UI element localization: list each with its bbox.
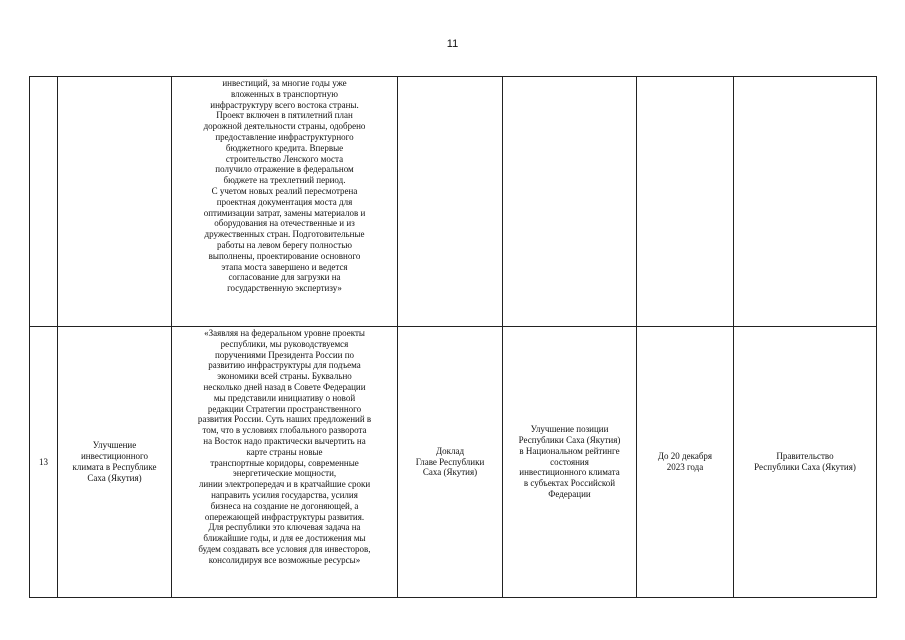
description-line: дорожной деятельности страны, одобрено <box>203 121 366 132</box>
cell-responsible <box>734 327 877 598</box>
description-line: согласование для загрузки на <box>228 272 341 283</box>
description-line: С учетом новых реалий пересмотрена <box>211 185 358 196</box>
cell-description <box>172 77 398 327</box>
responsible-line: Республики Саха (Якутия) <box>754 462 856 472</box>
description-line: бюджете на трехлетний период. <box>223 175 346 186</box>
description-line: получило отражение в федеральном <box>215 164 354 175</box>
description-line: дружественных стран. Подготовительные <box>204 229 365 240</box>
cell-report <box>398 327 503 598</box>
description-line: будем создавать все условия для инвесторов, <box>198 543 371 554</box>
description-line: редакции Стратегии пространственного <box>207 403 362 414</box>
title-line: Улучшение <box>92 440 137 451</box>
description-line: консолидируя все возможные ресурсы» <box>208 554 361 565</box>
description-line: на Восток надо практически вычертить на <box>203 435 366 446</box>
description-line: энергетические мощности, <box>232 468 337 479</box>
description-line: экономики всей страны. Буквально <box>217 371 352 382</box>
description-line: республики, мы руководствуемся <box>220 338 349 349</box>
description-line: инвестиций, за многие годы уже <box>222 78 347 88</box>
description-line: Для республики это ключевая задача на <box>208 522 361 533</box>
cell-deadline <box>637 327 734 598</box>
table-row-13 <box>30 327 877 598</box>
description-line: направить усилия государства, усилия <box>211 489 358 500</box>
description-line: ближайшие годы, и для ее достижения мы <box>203 533 366 544</box>
result-line: в субъектах Российской <box>523 478 616 489</box>
description-line: строительство Ленского моста <box>225 153 344 164</box>
result-line: инвестиционного климата <box>519 467 620 478</box>
description-line: оптимизации затрат, замены материалов и <box>203 207 366 218</box>
result-line: Республики Саха (Якутия) <box>518 435 621 445</box>
description-line: развитию инфраструктуры для подъема <box>208 360 361 371</box>
deadline-line: До 20 декабря <box>657 451 713 462</box>
result-line: Улучшение позиции <box>530 424 609 435</box>
description-line: опережающей инфраструктуры развития. <box>204 511 365 522</box>
cell-number: 13 <box>30 327 58 598</box>
report-line: Доклад <box>435 445 465 456</box>
cell-result <box>503 327 637 598</box>
cell-responsible <box>734 77 877 327</box>
description-line: бизнеса на создание не догоняющей, а <box>210 500 359 511</box>
document-table <box>29 76 877 598</box>
report-line: Саха (Якутия) <box>422 467 478 478</box>
description-line: инфраструктуру всего востока страны. <box>210 99 359 110</box>
page-number: 11 <box>446 38 459 50</box>
description-line: оборудования на отечественные и из <box>214 218 355 229</box>
description-line: Проект включен в пятилетний план <box>216 110 353 121</box>
cell-number <box>30 77 58 327</box>
cell-deadline <box>637 77 734 327</box>
description-line: выполнены, проектирование основного <box>208 250 361 261</box>
description-line: этапа моста завершено и ведется <box>221 261 348 272</box>
description-line: «Заявляя на федеральном уровне проекты <box>204 328 365 338</box>
result-line: в Национальном рейтинге <box>519 445 620 456</box>
description-line: работы на левом берегу полностью <box>216 239 353 250</box>
responsible-line: Правительство <box>776 451 834 462</box>
cell-title <box>58 327 172 598</box>
description-line: предоставление инфраструктурного <box>215 131 354 142</box>
cell-title <box>58 77 172 327</box>
description-line: мы представили инициативу о новой <box>213 392 356 403</box>
title-line: Саха (Якутия) <box>87 472 142 483</box>
description-line: том, что в условиях глобального разворота <box>202 425 367 436</box>
description-line: развития России. Суть наших предложений в <box>197 414 372 425</box>
description-line: проектная документация моста для <box>216 196 353 207</box>
cell-report <box>398 77 503 327</box>
description-line: линии электропередач и в кратчайшие сроки <box>198 479 371 490</box>
description-line: поручениями Президента России по <box>214 349 355 360</box>
report-line: Главе Республики <box>415 456 485 467</box>
result-line: Федерации <box>548 488 591 499</box>
description-line: карте страны новые <box>246 446 323 457</box>
table-row-continuation <box>30 77 877 327</box>
description-line: бюджетного кредита. Впервые <box>225 142 344 153</box>
title-line: климата в Республике <box>72 462 157 472</box>
description-line: вложенных в транспортную <box>231 88 338 99</box>
description-line: несколько дней назад в Совете Федерации <box>203 381 366 392</box>
cell-result <box>503 77 637 327</box>
description-line: государственную экспертизу» <box>227 283 342 294</box>
cell-description <box>172 327 398 598</box>
title-line: инвестиционного <box>80 451 149 462</box>
result-line: состояния <box>550 456 589 467</box>
deadline-line: 2023 года <box>666 462 704 472</box>
description-line: транспортные коридоры, современные <box>210 457 359 468</box>
